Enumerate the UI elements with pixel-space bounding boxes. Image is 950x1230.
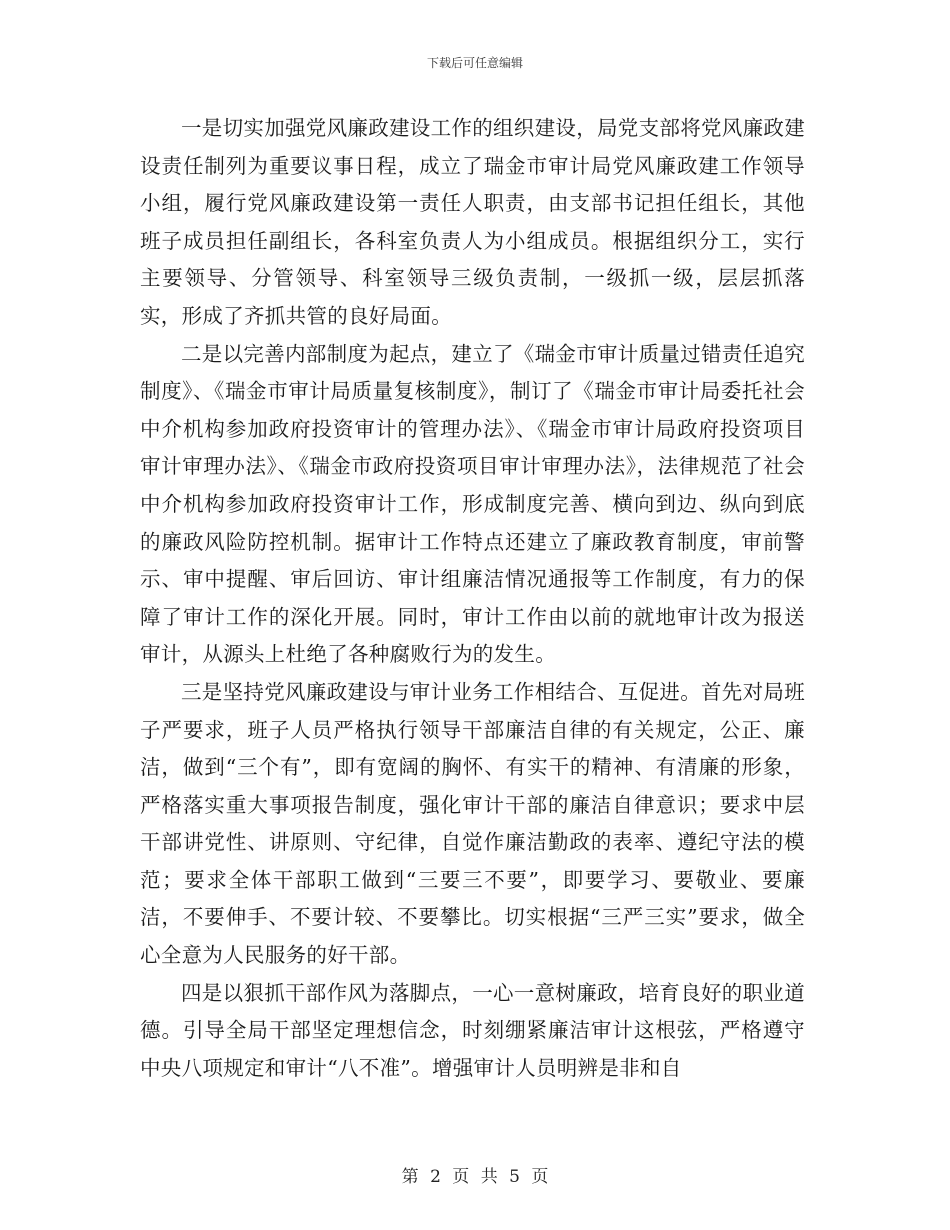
page-number-footer: 第 2 页 共 5 页 [401,1167,549,1187]
paragraph-4: 四是以狠抓干部作风为落脚点，一心一意树廉政，培育良好的职业道德。引导全局干部坚定理想信念，时刻绷紧廉洁审计这根弦，严格遵守中央八项规定和审计“八不准”。增强审计人员明辨是非和自 [140,980,805,1080]
paragraph-2: 二是以完善内部制度为起点，建立了《瑞金市审计质量过错责任追究制度》、《瑞金市审计局质量复核制度》，制订了《瑞金市审计局委托社会中介机构参加政府投资审计的管理办法》、《瑞金市审计局政府投资项目审计审理办法》、《瑞金市政府投资项目审计审理办法》，法律规范了社会中介机构参加政府投资审计工作，形成制度完善、横向到边、纵向到底的廉政风险防控机制。据审计工作特点还建立了廉政教育制度，审前警示、审中提醒、审后回访、审计组廉洁情况通报等工作制度，有力的保障了审计工作的深化开展。同时，审计工作由以前的就地审计改为报送审计，从源头上杜绝了各种腐败行为的发生。 [140,341,805,667]
paragraph-1: 一是切实加强党风廉政建设工作的组织建设，局党支部将党风廉政建设责任制列为重要议事日程，成立了瑞金市审计局党风廉政建工作领导小组，履行党风廉政建设第一责任人职责，由支部书记担任组长，其他班子成员担任副组长，各科室负责人为小组成员。根据组织分工，实行主要领导、分管领导、科室领导三级负责制，一级抓一级，层层抓落实，形成了齐抓共管的良好局面。 [140,116,805,328]
page-header-note: 下载后可任意编辑 [426,56,523,70]
document-body [140,110,805,1087]
paragraph-3: 三是坚持党风廉政建设与审计业务工作相结合、互促进。首先对局班子严要求，班子人员严格执行领导干部廉洁自律的有关规定，公正、廉洁，做到“三个有”，即有宽阔的胸怀、有实干的精神、有清廉的形象，严格落实重大事项报告制度，强化审计干部的廉洁自律意识；要求中层干部讲党性、讲原则、守纪律，自觉作廉洁勤政的表率、遵纪守法的模范；要求全体干部职工做到“三要三不要”，即要学习、要敬业、要廉洁，不要伸手、不要计较、不要攀比。切实根据“三严三实”要求，做全心全意为人民服务的好干部。 [140,679,805,968]
